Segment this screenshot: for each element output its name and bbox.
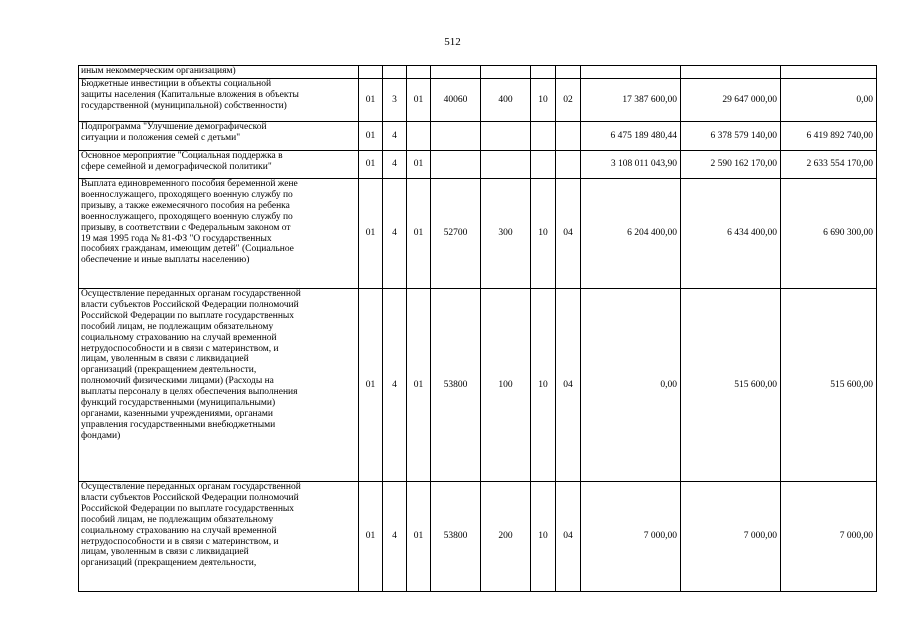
subsection-code: 02 (556, 79, 581, 122)
subsection-code (556, 66, 581, 79)
table-row (79, 79, 877, 122)
program-code: 01 (359, 122, 383, 151)
amount-year-2: 515 600,00 (681, 289, 781, 482)
row-name: Осуществление переданных органам государственной власти субъектов Российской Федерации полномочий Российской Федерации по выплате государственных пособий лицам, не подлежащим обязательному социальному страхованию на случай временной нетрудоспособности и в связи с материнством, и лицам, уволенным в связи с ликвидацией организаций (прекращением деятельности, полномочий физическими лицами) (Расходы на выплаты персоналу в целях обеспечения выполнения функций государственными (муниципальными) органами, казенными учреждениями, органами управления государственными внебюджетными фондами) (79, 289, 359, 482)
subprogram-code: 4 (383, 179, 407, 289)
event-code: 01 (407, 289, 431, 482)
section-code: 10 (531, 179, 556, 289)
expense-type-code: 400 (481, 79, 531, 122)
event-code: 01 (407, 179, 431, 289)
direction-code: 52700 (431, 179, 481, 289)
amount-year-2: 6 378 579 140,00 (681, 122, 781, 151)
amount-year-1: 0,00 (581, 289, 681, 482)
subsection-code (556, 122, 581, 151)
subprogram-code: 3 (383, 79, 407, 122)
amount-year-2: 29 647 000,00 (681, 79, 781, 122)
subprogram-code: 4 (383, 151, 407, 179)
amount-year-1: 17 387 600,00 (581, 79, 681, 122)
section-code (531, 151, 556, 179)
event-code (407, 66, 431, 79)
expense-type-code: 100 (481, 289, 531, 482)
subprogram-code: 4 (383, 122, 407, 151)
expense-type-code (481, 66, 531, 79)
subsection-code: 04 (556, 179, 581, 289)
program-code (359, 66, 383, 79)
amount-year-2: 2 590 162 170,00 (681, 151, 781, 179)
event-code: 01 (407, 482, 431, 592)
table-row (79, 66, 877, 79)
subsection-code: 04 (556, 482, 581, 592)
direction-code (431, 66, 481, 79)
direction-code: 53800 (431, 482, 481, 592)
subsection-code: 04 (556, 289, 581, 482)
amount-year-3: 2 633 554 170,00 (781, 151, 877, 179)
amount-year-3: 0,00 (781, 79, 877, 122)
direction-code: 53800 (431, 289, 481, 482)
section-code: 10 (531, 79, 556, 122)
amount-year-1: 6 475 189 480,44 (581, 122, 681, 151)
amount-year-3: 6 690 300,00 (781, 179, 877, 289)
amount-year-1: 3 108 011 043,90 (581, 151, 681, 179)
direction-code (431, 151, 481, 179)
amount-year-1: 6 204 400,00 (581, 179, 681, 289)
subprogram-code: 4 (383, 289, 407, 482)
program-code: 01 (359, 179, 383, 289)
table-row (79, 151, 877, 179)
budget-table (78, 65, 877, 592)
amount-year-3 (781, 66, 877, 79)
amount-year-2: 6 434 400,00 (681, 179, 781, 289)
subsection-code (556, 151, 581, 179)
section-code (531, 122, 556, 151)
row-name: Основное мероприятие "Социальная поддержка в сфере семейной и демографической политики" (79, 151, 359, 179)
subprogram-code: 4 (383, 482, 407, 592)
row-name: Бюджетные инвестиции в объекты социальной защиты населения (Капитальные вложения в объекты государственной (муниципальной) собственности) (79, 79, 359, 122)
amount-year-1: 7 000,00 (581, 482, 681, 592)
amount-year-1 (581, 66, 681, 79)
event-code: 01 (407, 79, 431, 122)
table-row (79, 122, 877, 151)
program-code: 01 (359, 289, 383, 482)
program-code: 01 (359, 151, 383, 179)
amount-year-2 (681, 66, 781, 79)
program-code: 01 (359, 482, 383, 592)
direction-code (431, 122, 481, 151)
expense-type-code (481, 122, 531, 151)
amount-year-3: 7 000,00 (781, 482, 877, 592)
row-name: Выплата единовременного пособия беременной жене военнослужащего, проходящего военную службу по призыву, а также ежемесячного пособия на ребенка военнослужащего, проходящего военную службу по призыву, в соответствии с Федеральным законом от 19 мая 1995 года № 81-ФЗ "О государственных пособиях гражданам, имеющим детей" (Социальное обеспечение и иные выплаты населению) (79, 179, 359, 289)
amount-year-3: 515 600,00 (781, 289, 877, 482)
table-row (79, 179, 877, 289)
amount-year-2: 7 000,00 (681, 482, 781, 592)
expense-type-code (481, 151, 531, 179)
expense-type-code: 200 (481, 482, 531, 592)
section-code (531, 66, 556, 79)
row-name: иным некоммерческим организациям) (79, 66, 359, 79)
expense-type-code: 300 (481, 179, 531, 289)
row-name: Осуществление переданных органам государственной власти субъектов Российской Федерации полномочий Российской Федерации по выплате государственных пособий лицам, не подлежащим обязательному социальному страхованию на случай временной нетрудоспособности и в связи с материнством, и лицам, уволенным в связи с ликвидацией организаций (прекращением деятельности, (79, 482, 359, 592)
section-code: 10 (531, 289, 556, 482)
event-code (407, 122, 431, 151)
page-number: 512 (444, 36, 461, 48)
event-code: 01 (407, 151, 431, 179)
table-row (79, 289, 877, 482)
table-row (79, 482, 877, 592)
direction-code: 40060 (431, 79, 481, 122)
program-code: 01 (359, 79, 383, 122)
section-code: 10 (531, 482, 556, 592)
subprogram-code (383, 66, 407, 79)
amount-year-3: 6 419 892 740,00 (781, 122, 877, 151)
row-name: Подпрограмма "Улучшение демографической ситуации и положения семей с детьми" (79, 122, 359, 151)
